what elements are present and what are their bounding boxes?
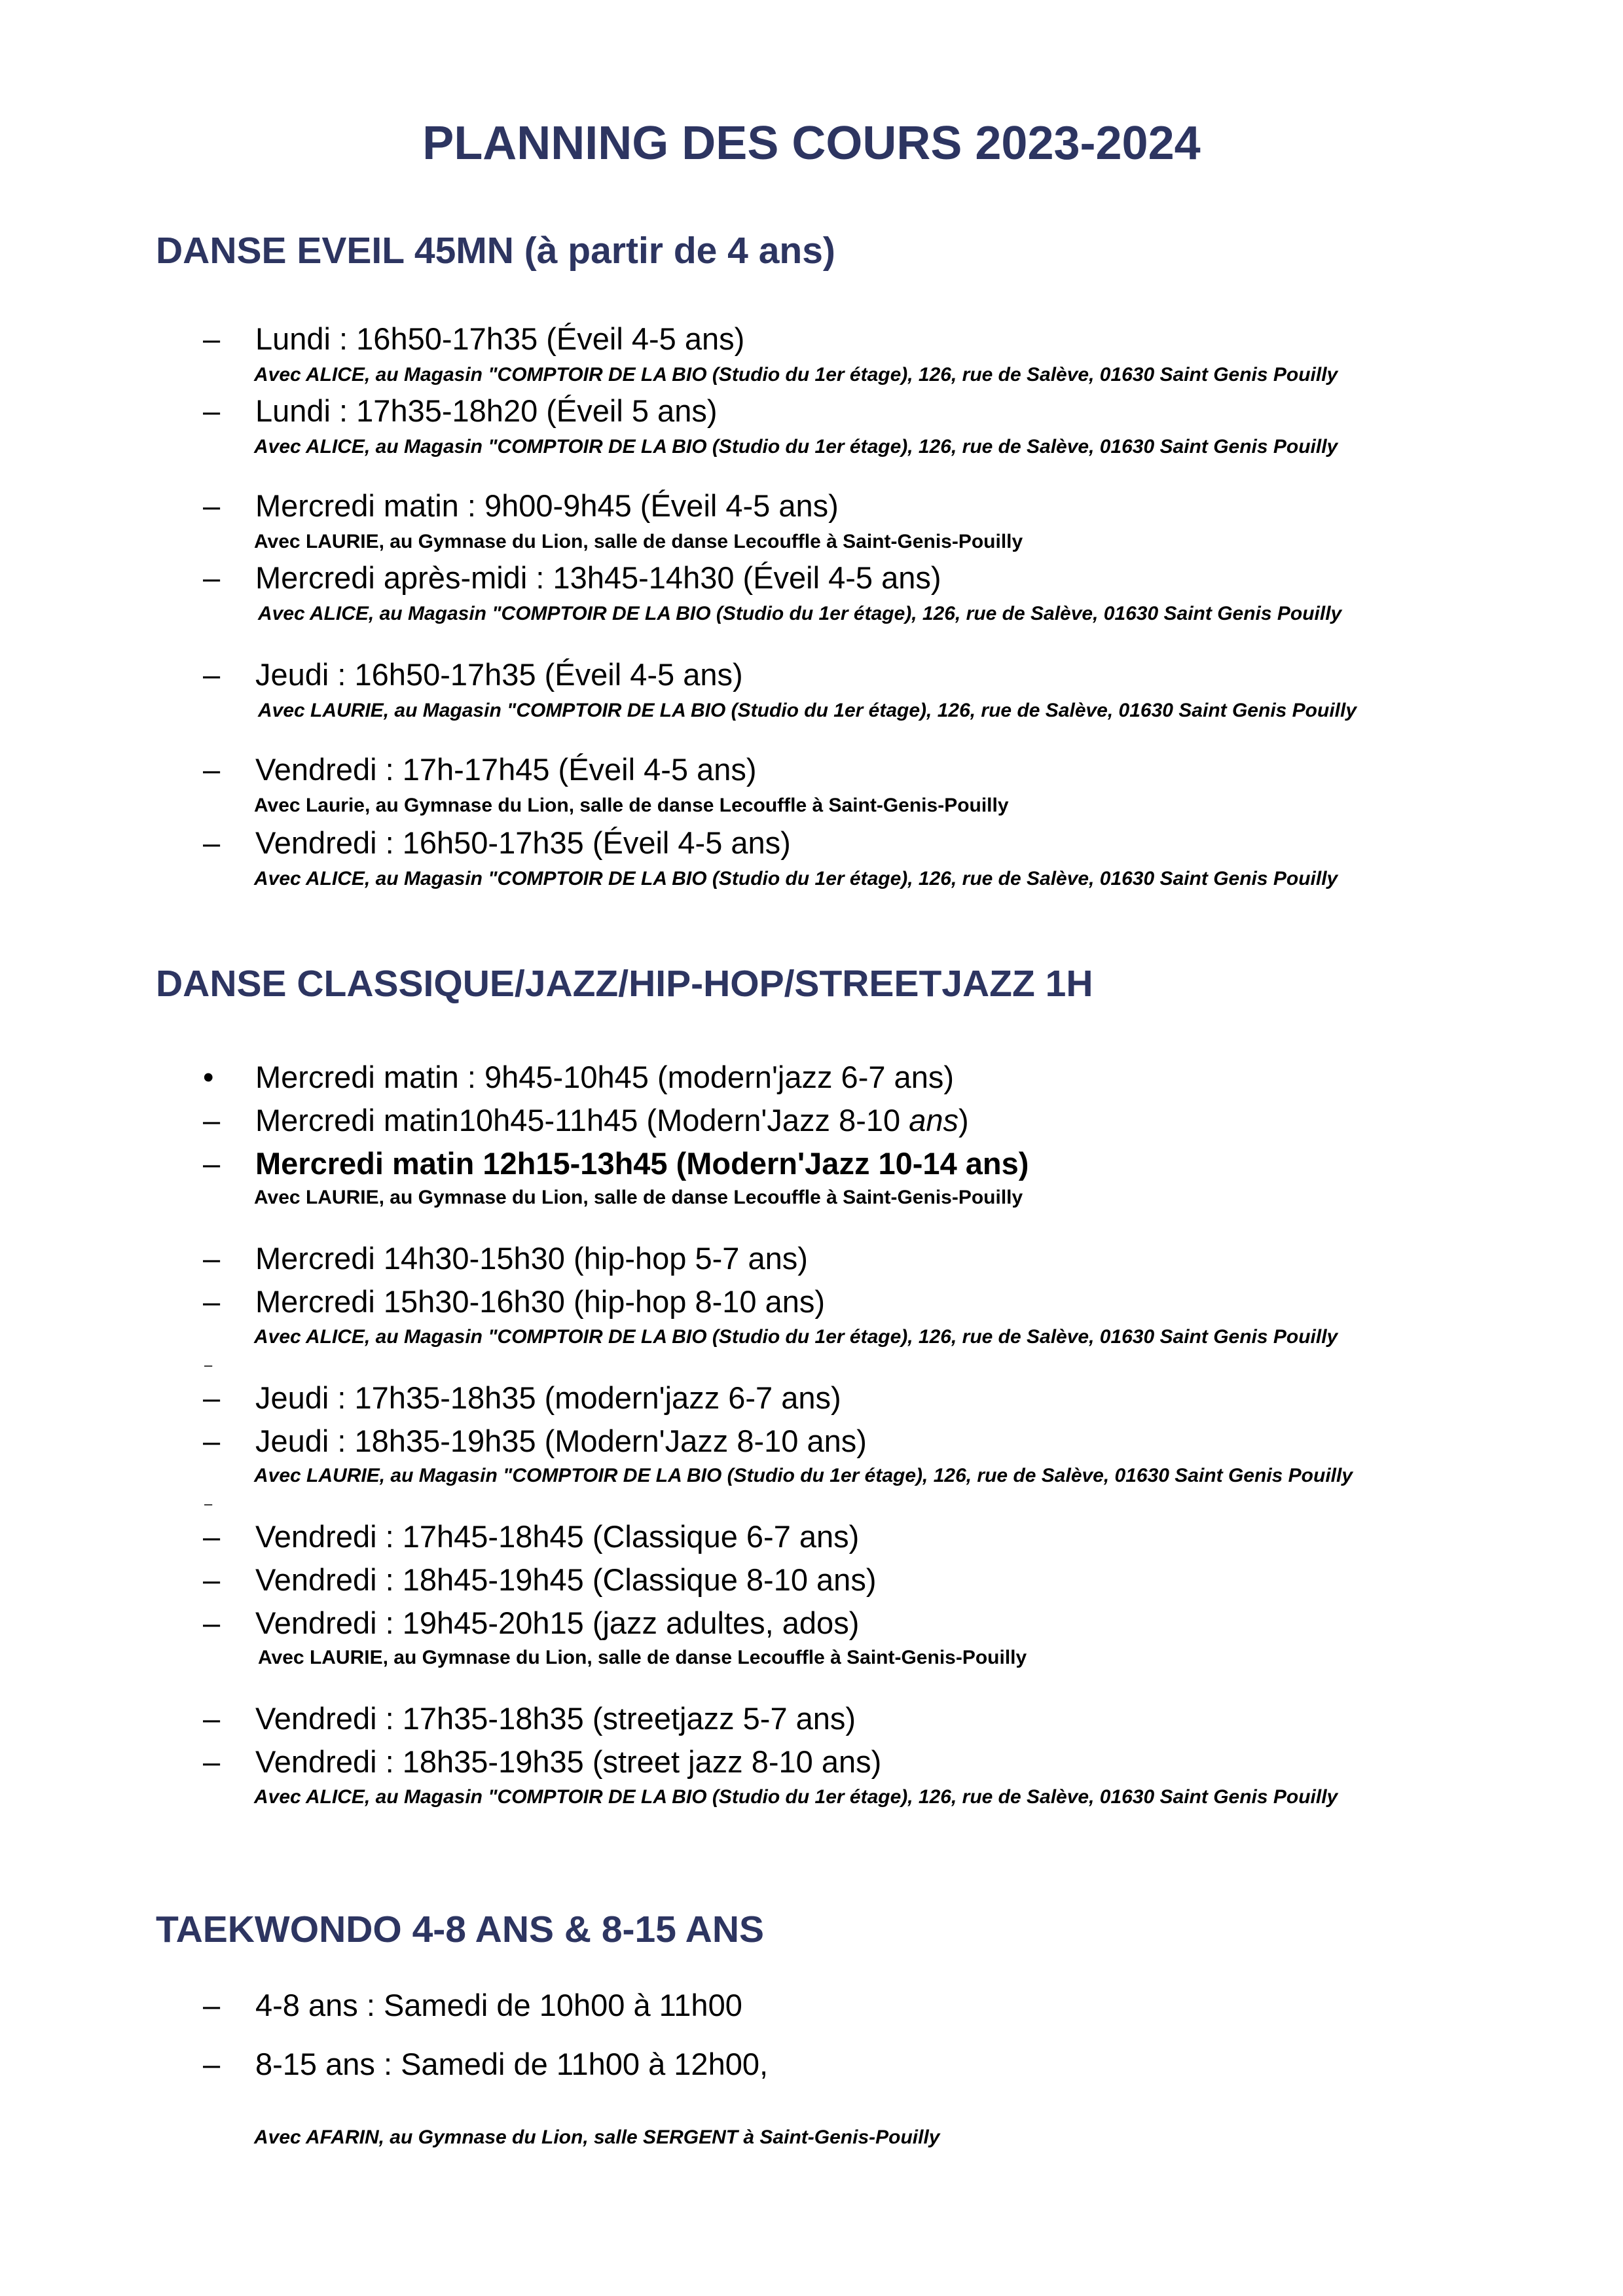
dash-marker: – bbox=[203, 488, 221, 523]
item-text: Lundi : 16h50-17h35 (Éveil 4-5 ans) bbox=[255, 321, 745, 356]
teacher-note: Avec AFARIN, au Gymnase du Lion, salle SERGENT à Saint-Genis-Pouilly bbox=[254, 2126, 940, 2148]
section-heading-danse: DANSE CLASSIQUE/JAZZ/HIP-HOP/STREETJAZZ 1H bbox=[156, 963, 1093, 1005]
teacher-note: Avec LAURIE, au Gymnase du Lion, salle de danse Lecouffle à Saint-Genis-Pouilly bbox=[258, 1647, 1027, 1668]
item-text: Vendredi : 17h35-18h35 (streetjazz 5-7 ans) bbox=[255, 1701, 856, 1736]
item-text: Mercredi matin 12h15-13h45 (Modern'Jazz 10-14 ans) bbox=[255, 1146, 1029, 1181]
dash-marker: – bbox=[203, 1424, 221, 1458]
item-text: Jeudi : 18h35-19h35 (Modern'Jazz 8-10 ans) bbox=[255, 1424, 867, 1458]
teacher-note: Avec ALICE, au Magasin "COMPTOIR DE LA BIO (Studio du 1er étage), 126, rue de Salève, 01630 Saint Genis Pouilly bbox=[254, 364, 1338, 386]
item-text: Mercredi 14h30-15h30 (hip-hop 5-7 ans) bbox=[255, 1241, 808, 1276]
dash-marker: – bbox=[203, 393, 221, 428]
item-text bbox=[255, 1102, 969, 1139]
dash-marker: – bbox=[203, 825, 221, 860]
dash-marker: – bbox=[203, 1284, 221, 1319]
teacher-note: Avec ALICE, au Magasin "COMPTOIR DE LA BIO (Studio du 1er étage), 126, rue de Salève, 01630 Saint Genis Pouilly bbox=[254, 868, 1338, 889]
dash-marker: – bbox=[203, 1380, 221, 1415]
item-text: Vendredi : 17h45-18h45 (Classique 6-7 ans) bbox=[255, 1519, 860, 1554]
item-text: Vendredi : 18h45-19h45 (Classique 8-10 ans) bbox=[255, 1562, 877, 1597]
item-text: Vendredi : 17h-17h45 (Éveil 4-5 ans) bbox=[255, 752, 757, 787]
dash-marker: – bbox=[203, 321, 221, 356]
teacher-note: Avec LAURIE, au Magasin "COMPTOIR DE LA BIO (Studio du 1er étage), 126, rue de Salève, 01630 Saint Genis Pouilly bbox=[254, 1465, 1353, 1486]
dash-marker: – bbox=[203, 1241, 221, 1276]
item-text: 8-15 ans : Samedi de 11h00 à 12h00, bbox=[255, 2047, 769, 2081]
teacher-note: Avec ALICE, au Magasin "COMPTOIR DE LA BIO (Studio du 1er étage), 126, rue de Salève, 01630 Saint Genis Pouilly bbox=[254, 1786, 1338, 1808]
dash-marker: – bbox=[203, 1562, 221, 1597]
page-title: PLANNING DES COURS 2023-2024 bbox=[422, 117, 1201, 170]
teacher-note: Avec Laurie, au Gymnase du Lion, salle de danse Lecouffle à Saint-Genis-Pouilly bbox=[254, 795, 1009, 816]
teacher-note: Avec LAURIE, au Gymnase du Lion, salle de danse Lecouffle à Saint-Genis-Pouilly bbox=[254, 1187, 1023, 1208]
item-text-italic: ans bbox=[909, 1103, 959, 1138]
item-text: Jeudi : 16h50-17h35 (Éveil 4-5 ans) bbox=[255, 657, 743, 692]
dash-marker: – bbox=[203, 1103, 221, 1138]
dash-marker: – bbox=[203, 560, 221, 595]
stray-dash: – bbox=[204, 1357, 213, 1373]
item-text: Vendredi : 16h50-17h35 (Éveil 4-5 ans) bbox=[255, 825, 791, 860]
teacher-note: Avec ALICE, au Magasin "COMPTOIR DE LA BIO (Studio du 1er étage), 126, rue de Salève, 01630 Saint Genis Pouilly bbox=[258, 603, 1342, 624]
item-text: Jeudi : 17h35-18h35 (modern'jazz 6-7 ans) bbox=[255, 1380, 841, 1415]
section-heading-eveil: DANSE EVEIL 45MN (à partir de 4 ans) bbox=[156, 230, 835, 272]
item-text: Mercredi 15h30-16h30 (hip-hop 8-10 ans) bbox=[255, 1284, 826, 1319]
item-text: 4-8 ans : Samedi de 10h00 à 11h00 bbox=[255, 1988, 742, 2022]
item-text: Mercredi matin : 9h45-10h45 (modern'jazz 6-7 ans) bbox=[255, 1060, 954, 1094]
dash-marker: – bbox=[203, 2047, 221, 2081]
dash-marker: – bbox=[203, 1701, 221, 1736]
teacher-note: Avec ALICE, au Magasin "COMPTOIR DE LA BIO (Studio du 1er étage), 126, rue de Salève, 01630 Saint Genis Pouilly bbox=[254, 1326, 1338, 1348]
stray-dash: – bbox=[204, 1496, 213, 1512]
teacher-note: Avec ALICE, au Magasin "COMPTOIR DE LA BIO (Studio du 1er étage), 126, rue de Salève, 01630 Saint Genis Pouilly bbox=[254, 436, 1338, 457]
dash-marker: – bbox=[203, 752, 221, 787]
teacher-note: Avec LAURIE, au Gymnase du Lion, salle de danse Lecouffle à Saint-Genis-Pouilly bbox=[254, 531, 1023, 552]
item-text: Mercredi matin : 9h00-9h45 (Éveil 4-5 ans) bbox=[255, 488, 839, 523]
item-text-end: ) bbox=[958, 1103, 969, 1138]
item-text: Lundi : 17h35-18h20 (Éveil 5 ans) bbox=[255, 393, 718, 428]
dash-marker: – bbox=[203, 1146, 221, 1181]
bullet-marker: • bbox=[203, 1060, 214, 1094]
section-heading-taekwondo: TAEKWONDO 4-8 ANS & 8-15 ANS bbox=[156, 1909, 765, 1950]
teacher-note: Avec LAURIE, au Magasin "COMPTOIR DE LA BIO (Studio du 1er étage), 126, rue de Salève, 01630 Saint Genis Pouilly bbox=[258, 700, 1357, 721]
item-text: Vendredi : 18h35-19h35 (street jazz 8-10 ans) bbox=[255, 1744, 882, 1779]
item-text: Vendredi : 19h45-20h15 (jazz adultes, ados) bbox=[255, 1605, 860, 1640]
item-text-main: Mercredi matin10h45-11h45 (Modern'Jazz 8-10 bbox=[255, 1103, 909, 1138]
dash-marker: – bbox=[203, 657, 221, 692]
dash-marker: – bbox=[203, 1744, 221, 1779]
dash-marker: – bbox=[203, 1519, 221, 1554]
dash-marker: – bbox=[203, 1988, 221, 2022]
dash-marker: – bbox=[203, 1605, 221, 1640]
item-text: Mercredi après-midi : 13h45-14h30 (Éveil 4-5 ans) bbox=[255, 560, 941, 595]
